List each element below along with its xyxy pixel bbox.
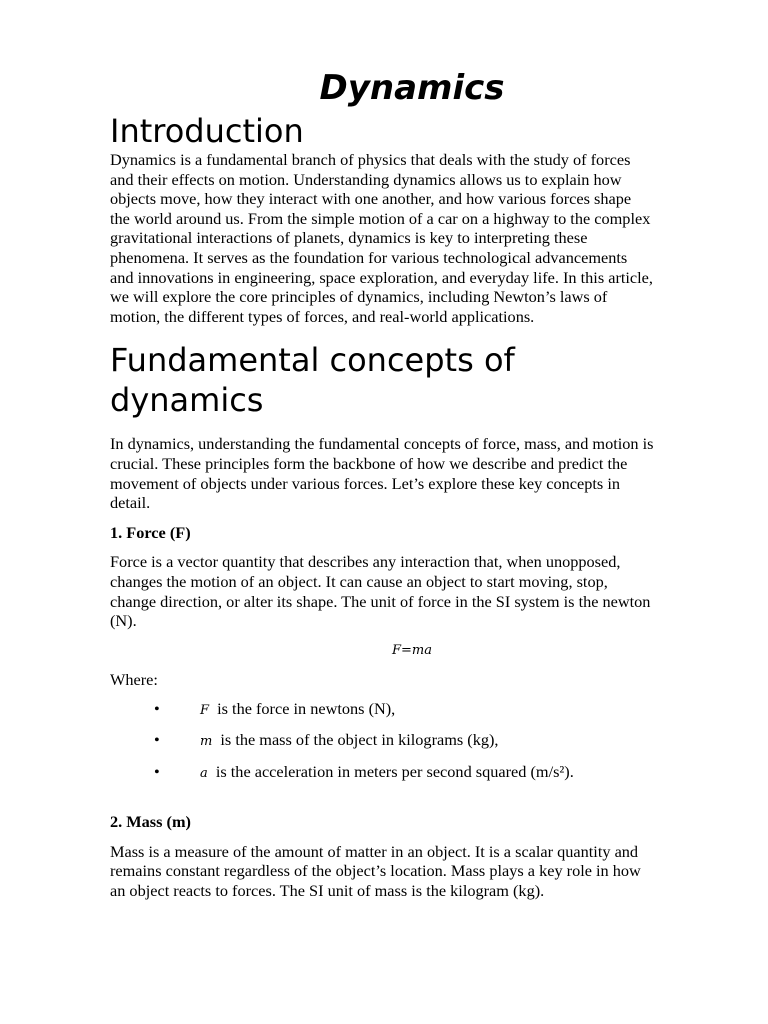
symbol: F bbox=[200, 703, 210, 719]
bullet-icon: • bbox=[154, 730, 160, 750]
mass-paragraph bbox=[110, 842, 714, 901]
text-line: and innovations in engineering, space exploration, and everyday life. In this article, bbox=[110, 267, 653, 287]
fundamental-concepts-paragraph bbox=[110, 434, 714, 512]
bullet-icon: • bbox=[154, 761, 160, 781]
text-line: In dynamics, understanding the fundamental concepts of force, mass, and motion is bbox=[110, 434, 654, 454]
text-line: Force is a vector quantity that describes any interaction that, when unopposed, bbox=[110, 552, 621, 572]
text-line: objects move, how they interact with one another, and how various forces shape bbox=[110, 189, 632, 209]
text-line: change direction, or alter its shape. The unit of force in the SI system is the newton bbox=[110, 591, 651, 611]
text-line: phenomena. It serves as the foundation for various technological advancements bbox=[110, 247, 628, 267]
mass-subheading: 2. Mass (m) bbox=[110, 812, 191, 832]
text-line: (N). bbox=[110, 611, 137, 631]
text-line: movement of objects under various forces. Let’s explore these key concepts in bbox=[110, 473, 620, 493]
text-line: motion, the different types of forces, and real-world applications. bbox=[110, 306, 535, 326]
text-line: remains constant regardless of the object’s location. Mass plays a key role in how bbox=[110, 861, 641, 881]
list-item bbox=[110, 730, 714, 752]
introduction-heading: Introduction bbox=[110, 112, 304, 150]
text-line: the world around us. From the simple motion of a car on a highway to the complex bbox=[110, 208, 651, 228]
text-line: Dynamics is a fundamental branch of physics that deals with the study of forces bbox=[110, 150, 631, 169]
where-label: Where: bbox=[110, 670, 158, 690]
text-line: and their effects on motion. Understanding dynamics allows us to explain how bbox=[110, 169, 622, 189]
text-line: gravitational interactions of planets, dynamics is key to interpreting these bbox=[110, 228, 588, 248]
definition-text: is the force in newtons (N), bbox=[217, 699, 396, 719]
text-line: an object reacts to forces. The SI unit of mass is the kilogram (kg). bbox=[110, 880, 545, 900]
heading-line: dynamics bbox=[110, 381, 264, 420]
text-line: changes the motion of an object. It can cause an object to start moving, stop, bbox=[110, 571, 608, 591]
bullet-icon: • bbox=[154, 699, 160, 719]
introduction-paragraph bbox=[110, 150, 714, 326]
text-line: detail. bbox=[110, 493, 151, 513]
force-subheading: 1. Force (F) bbox=[110, 522, 191, 542]
definitions-list bbox=[110, 699, 714, 783]
definition-text: is the mass of the object in kilograms (kg), bbox=[220, 730, 499, 750]
heading-line: Fundamental concepts of bbox=[110, 341, 515, 380]
list-item bbox=[110, 699, 714, 721]
text-line: crucial. These principles form the backbone of how we describe and predict the bbox=[110, 453, 628, 473]
fundamental-concepts-heading bbox=[110, 340, 714, 420]
list-item bbox=[110, 762, 714, 784]
symbol: a bbox=[200, 765, 208, 781]
document-page bbox=[110, 66, 714, 901]
text-line: we will explore the core principles of dynamics, including Newton’s laws of bbox=[110, 287, 608, 307]
symbol: m bbox=[200, 734, 213, 750]
force-formula: F=ma bbox=[392, 642, 432, 658]
text-line: Mass is a measure of the amount of matter in an object. It is a scalar quantity and bbox=[110, 841, 639, 861]
force-paragraph bbox=[110, 552, 714, 630]
document-title: Dynamics bbox=[319, 68, 505, 108]
definition-text: is the acceleration in meters per second squared (m/s²). bbox=[215, 761, 574, 781]
